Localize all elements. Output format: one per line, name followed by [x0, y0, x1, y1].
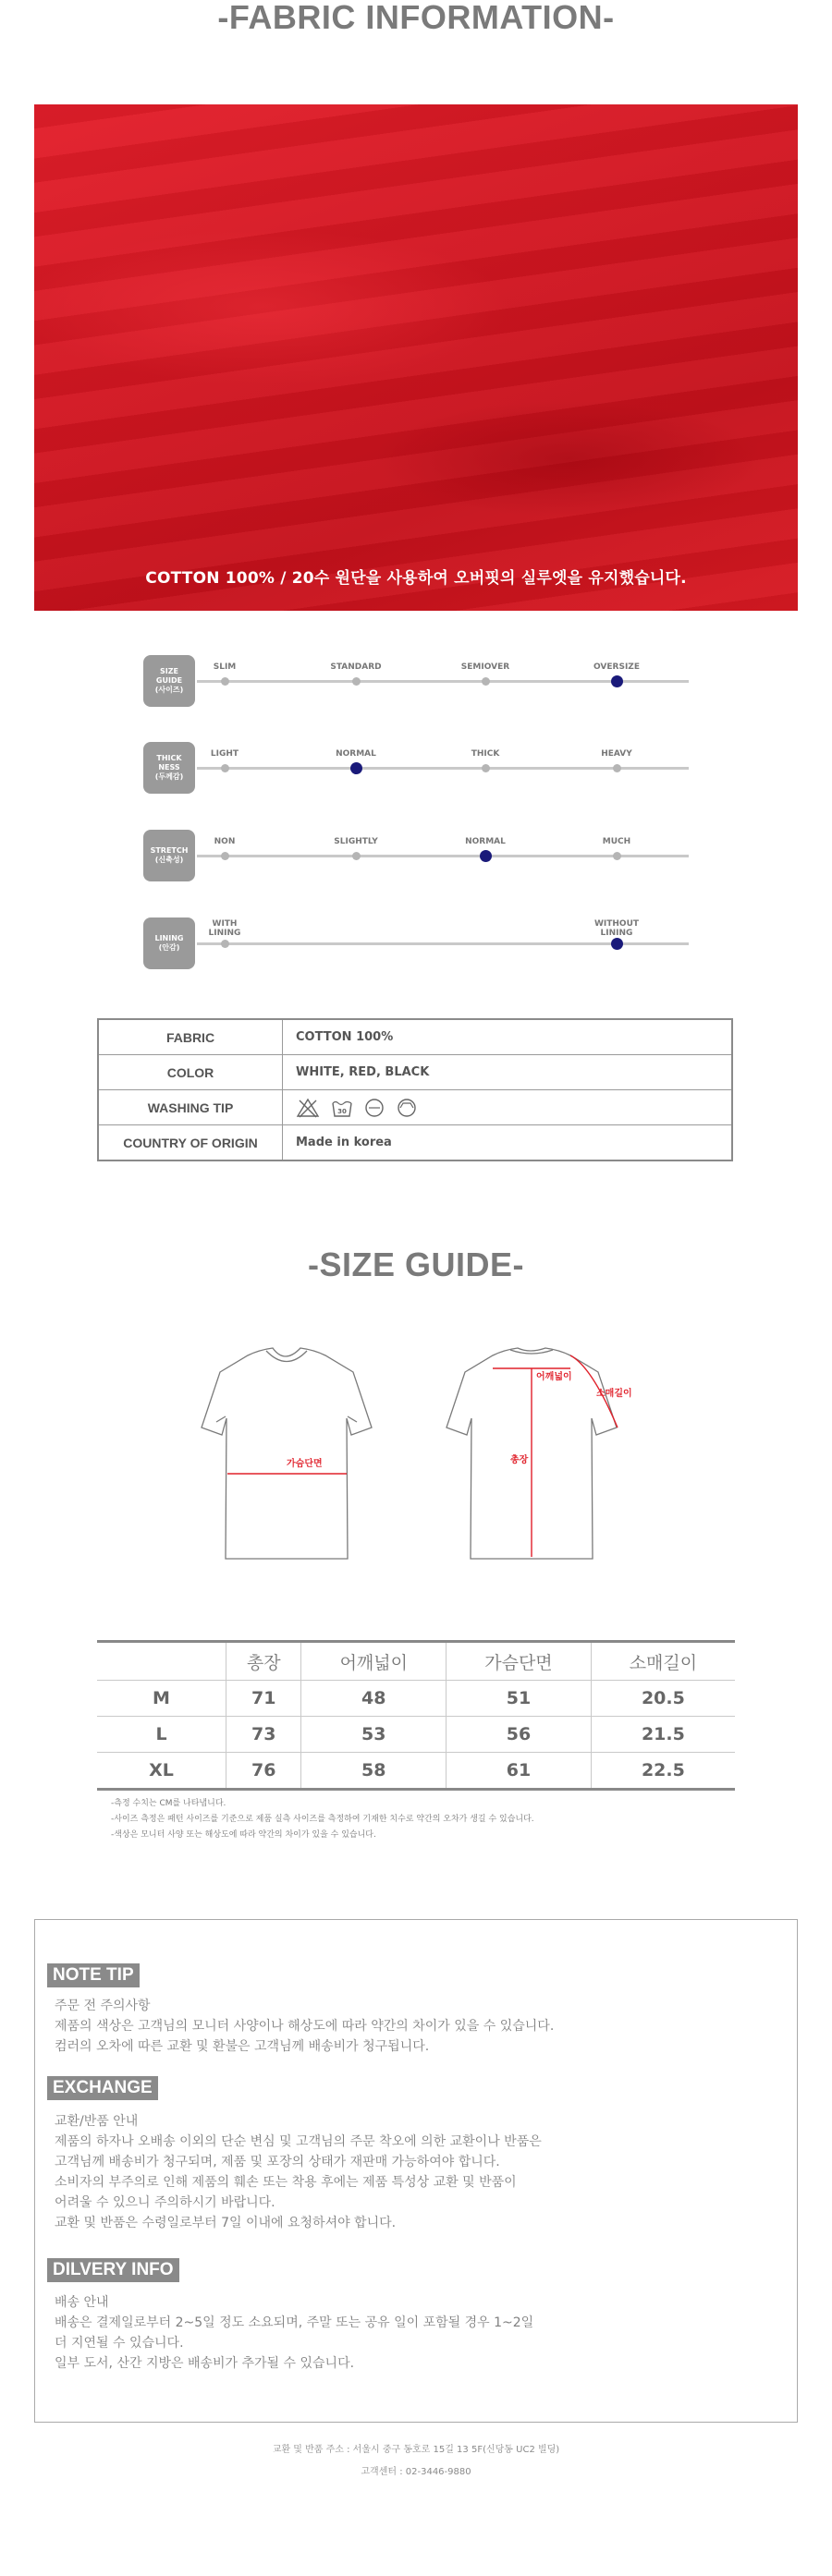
fabric-row: [98, 1019, 732, 1055]
scale-option-label-line: NON: [214, 837, 236, 846]
size-cell: 22.5: [591, 1753, 735, 1790]
policy-box: [34, 1919, 798, 2423]
size-cell: 56: [447, 1717, 592, 1753]
table-row: [97, 1681, 735, 1717]
scale-option: [300, 742, 411, 797]
note-tip-heading: NOTE TIP: [47, 1963, 140, 1987]
footer-address: 교환 및 반품 주소 : 서울시 중구 동호로 15길 13 5F(신당동 UC2 빌딩): [272, 2445, 560, 2455]
scale-option-label-line: LINING: [208, 929, 241, 938]
size-table: [97, 1640, 735, 1791]
scale-option-label: [169, 919, 280, 938]
scale-option-label: [169, 749, 280, 759]
scale-option: [169, 655, 280, 711]
badge-text: LINING: [154, 934, 184, 942]
scale-option: [561, 655, 672, 711]
size-cell: 61: [447, 1753, 592, 1790]
scale-option-label: [430, 662, 541, 672]
size-note: -사이즈 측정은 패턴 사이즈를 기준으로 제품 실측 사이즈를 측정하여 기재한 치수로 약간의 오차가 생길 수 있습니다.: [111, 1815, 534, 1824]
scale-dot: [482, 764, 490, 772]
no-bleach-icon: [296, 1098, 320, 1118]
delivery-text: 배송 안내 배송은 결제일로부터 2~5일 정도 소요되며, 주말 또는 공유 일이 포함될 경우 1~2일 더 지연될 수 있습니다. 일부 도서, 산간 지방은 배송비가 추가될 수 있습니다.: [55, 2295, 534, 2371]
size-cell: 71: [226, 1681, 301, 1717]
scale-dot: [221, 940, 229, 948]
scale-option: [300, 830, 411, 885]
size-cell: 21.5: [591, 1717, 735, 1753]
size-cell: 58: [301, 1753, 447, 1790]
tshirt-diagram: [166, 1344, 666, 1566]
tshirt-front: [202, 1348, 372, 1559]
scale-option-label: [169, 662, 280, 672]
size-note: -측정 수치는 CM를 나타냅니다.: [111, 1799, 226, 1808]
scale-option-label-line: LINING: [600, 929, 633, 938]
fabric-photo: [34, 104, 798, 611]
badge-text: (안감): [158, 943, 180, 952]
scale-option: [430, 655, 541, 711]
scale-option-label-line: SLIM: [213, 662, 237, 672]
scale-option: [430, 742, 541, 797]
color-value: WHITE, RED, BLACK: [283, 1055, 733, 1090]
size-header-chest: 가슴단면: [447, 1642, 592, 1681]
exchange-heading: EXCHANGE: [47, 2076, 158, 2100]
scale-option-label: [561, 837, 672, 846]
scale-option: [169, 830, 280, 885]
scale-option: [561, 742, 672, 797]
fabric-info-table: [97, 1018, 733, 1161]
fabric-caption: COTTON 100% / 20수 원단을 사용하여 오버핏의 실루엣을 유지했습니다.: [145, 569, 687, 588]
chest-label: 가슴단면: [287, 1459, 323, 1469]
scale-option-label: [169, 837, 280, 846]
badge-text: GUIDE: [155, 676, 183, 685]
size-header-length: 총장: [226, 1642, 301, 1681]
scale-option-label-line: LIGHT: [210, 749, 239, 759]
scale-option-label-line: STANDARD: [330, 662, 382, 672]
scale-dot: [352, 852, 361, 860]
size-cell: L: [97, 1717, 226, 1753]
length-label: 총장: [510, 1455, 529, 1465]
scale-option-label-line: NORMAL: [336, 749, 376, 759]
scale-option: [430, 830, 541, 885]
origin-label: COUNTRY OF ORIGIN: [98, 1125, 283, 1161]
badge-text: (사이즈): [154, 686, 184, 694]
note-tip-text: 주문 전 주의사항 제품의 색상은 고객님의 모니터 사양이나 해상도에 따라 약간의 차이가 있을 수 있습니다. 컴러의 오차에 따른 교환 및 환불은 고객님께 배송비가 청구됩니다.: [55, 1999, 555, 2054]
shoulder-label: 어깨넓이: [536, 1372, 572, 1382]
scale-option-label-line: WITH: [212, 919, 238, 929]
size-header-blank: [97, 1642, 226, 1681]
scale-option-label: [430, 837, 541, 846]
scale-selected-dot: [350, 762, 362, 774]
scale-dot: [613, 852, 621, 860]
scale-option-label: [300, 749, 411, 759]
size-cell: 76: [226, 1753, 301, 1790]
washing-icons: [283, 1090, 733, 1125]
scale-dot: [482, 677, 490, 686]
scale-option-label: [430, 749, 541, 759]
size-guide-scale: [143, 655, 689, 711]
thickness-scale: [143, 742, 689, 797]
scale-dot: [221, 677, 229, 686]
scale-option-label: [300, 662, 411, 672]
hand-wash-icon: [330, 1098, 354, 1118]
lining-scale: [143, 917, 689, 973]
scale-option-label-line: MUCH: [602, 837, 631, 846]
size-cell: 51: [447, 1681, 592, 1717]
scale-option-label-line: NORMAL: [465, 837, 506, 846]
size-cell: XL: [97, 1753, 226, 1790]
scale-option: [300, 655, 411, 711]
scale-option: [169, 917, 280, 973]
scale-option-label-line: WITHOUT: [593, 919, 640, 929]
size-cell: 20.5: [591, 1681, 735, 1717]
exchange-text: 교환/반품 안내 제품의 하자나 오배송 이외의 단순 변심 및 고객님의 주문 착오에 의한 교환이나 반품은 고객님께 배송비가 청구되며, 제품 및 포장의 상태가 재판매 가능하여야 합니다. 소비자의 부주의로 인해 제품의 훼손 또는 착용 후에는 제품 특성상 교환 및 반품이 어려울 수 있으니 주의하시기 바랍니다. 교환 및 반품은 수령일로부터 7일 이내에 요청하셔야 합니다.: [55, 2114, 542, 2230]
badge-text: NESS: [158, 763, 180, 772]
scale-selected-dot: [611, 675, 623, 687]
footer-phone: 고객센터 : 02-3446-9880: [361, 2467, 471, 2477]
scale-option: [300, 917, 411, 973]
color-label: COLOR: [98, 1055, 283, 1090]
dry-clean-icon: [363, 1098, 385, 1118]
scale-option-label: [300, 837, 411, 846]
scale-dot: [221, 852, 229, 860]
size-header-sleeve: 소매길이: [591, 1642, 735, 1681]
badge-text: THICK: [156, 754, 182, 762]
scale-option-label: [561, 919, 672, 938]
size-note: -색상은 모니터 사양 또는 해상도에 따라 약간의 차이가 있을 수 있습니다.: [111, 1830, 376, 1840]
scale-selected-dot: [611, 938, 623, 950]
size-header-shoulder: 어깨넓이: [301, 1642, 447, 1681]
scale-option-label-line: SEMIOVER: [460, 662, 510, 672]
delivery-heading: DILVERY INFO: [47, 2258, 179, 2282]
size-table-header: [97, 1642, 735, 1681]
scale-option-label-line: OVERSIZE: [593, 662, 640, 672]
washing-label: WASHING TIP: [98, 1090, 283, 1125]
scale-option-label-line: SLIGHTLY: [334, 837, 378, 846]
scale-option: [430, 917, 541, 973]
washing-row: [98, 1090, 732, 1125]
scale-dot: [352, 677, 361, 686]
origin-row: [98, 1125, 732, 1161]
badge-text: (신축성): [154, 856, 184, 864]
stretch-scale: [143, 830, 689, 885]
size-cell: 48: [301, 1681, 447, 1717]
table-row: [97, 1717, 735, 1753]
scale-option: [561, 917, 672, 973]
tumble-dry-icon: [396, 1098, 418, 1118]
scale-option: [561, 830, 672, 885]
size-notes: [111, 1796, 534, 1843]
scale-option: [169, 742, 280, 797]
scale-option-label-line: THICK: [471, 749, 500, 759]
scale-selected-dot: [480, 850, 492, 862]
origin-value: Made in korea: [283, 1125, 733, 1161]
scale-dot: [613, 764, 621, 772]
size-cell: 53: [301, 1717, 447, 1753]
fabric-value: COTTON 100%: [283, 1019, 733, 1055]
color-row: [98, 1055, 732, 1090]
badge-text: (두께감): [154, 772, 184, 781]
badge-text: SIZE: [159, 667, 178, 675]
scale-option-label-line: HEAVY: [601, 749, 632, 759]
svg-text:30: 30: [336, 1107, 347, 1115]
fabric-label: FABRIC: [98, 1019, 283, 1055]
footer: [0, 2439, 832, 2484]
size-guide-title: -SIZE GUIDE-: [307, 1245, 524, 1283]
fabric-information-title: -FABRIC INFORMATION-: [217, 0, 615, 36]
table-row: [97, 1753, 735, 1790]
scale-option-label: [561, 749, 672, 759]
size-cell: M: [97, 1681, 226, 1717]
badge-text: STRETCH: [150, 846, 189, 855]
sleeve-label: 소매길이: [596, 1389, 632, 1399]
size-cell: 73: [226, 1717, 301, 1753]
scale-option-label: [561, 662, 672, 672]
scale-dot: [221, 764, 229, 772]
